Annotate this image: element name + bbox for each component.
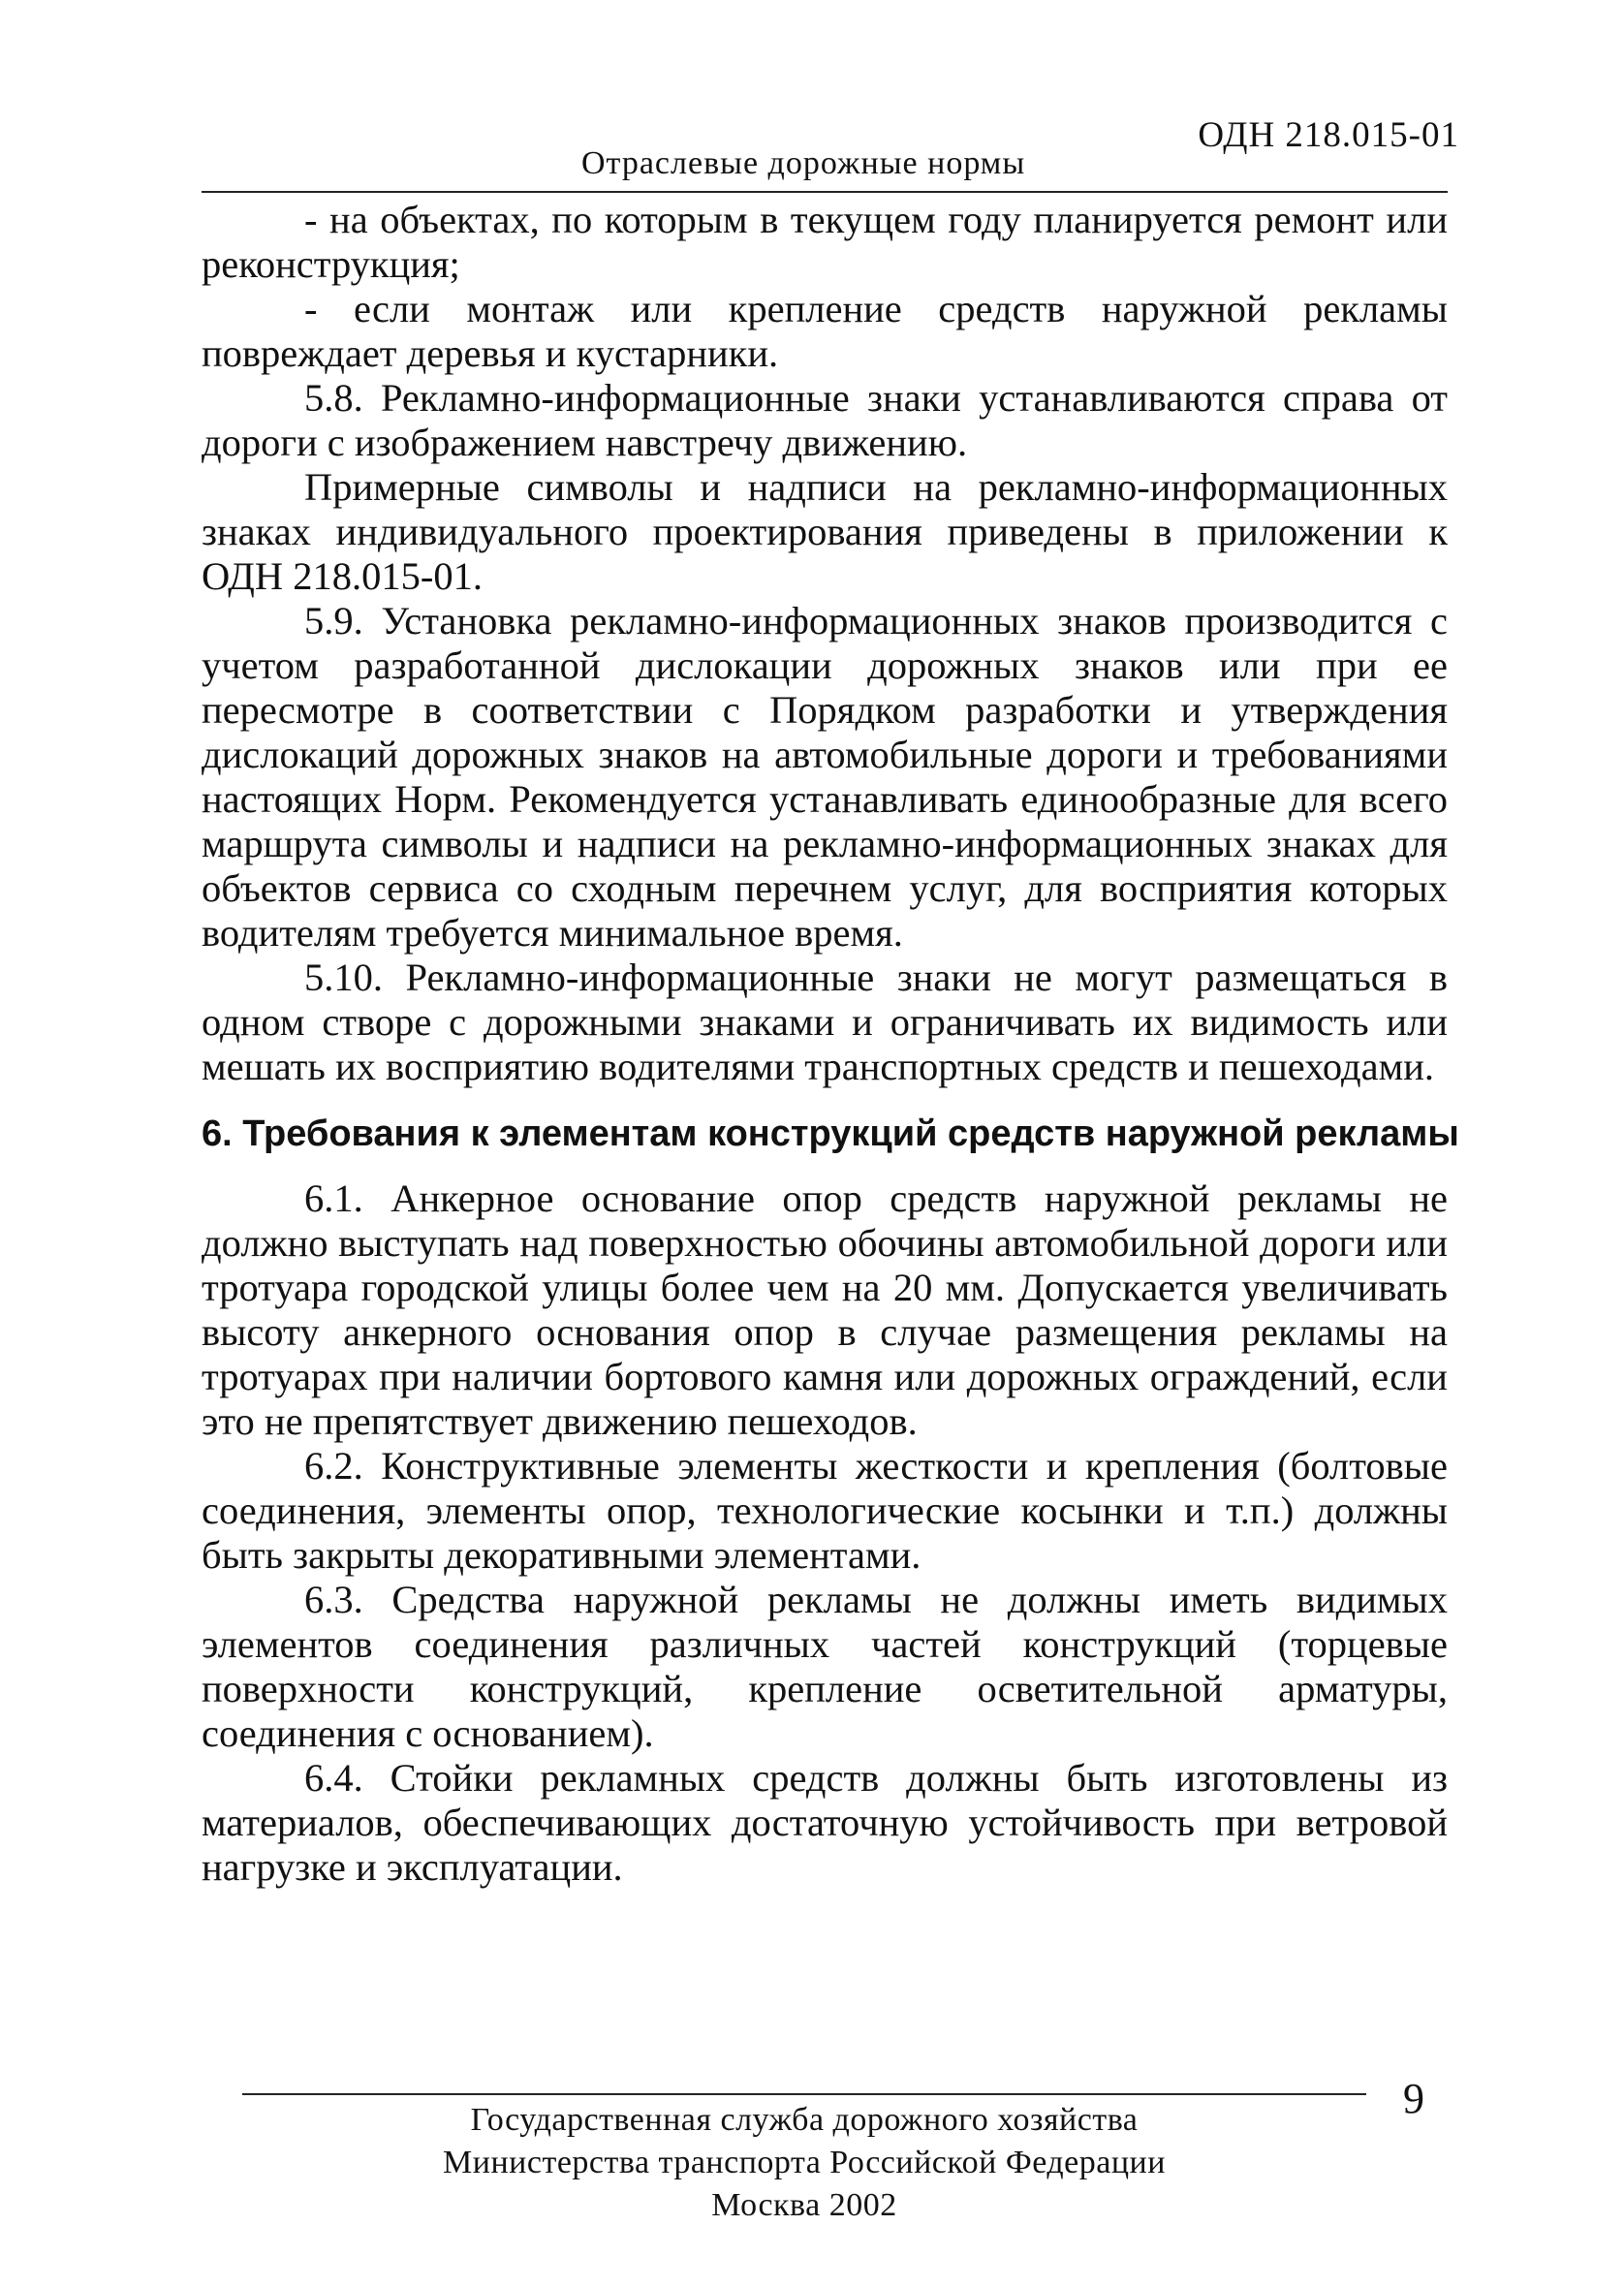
paragraph-6-4: 6.4. Стойки рекламных средств должны быть изготовлены из материалов, обеспечивающих достаточную устойчивость при ветровой нагрузке и эксплуатации. — [202, 1756, 1448, 1889]
running-header-title: Отраслевые дорожные нормы — [581, 145, 1026, 181]
paragraph-5-8: 5.8. Рекламно-информационные знаки устанавливаются справа от дороги с изображением навстречу движению. — [202, 376, 1448, 464]
footer-line-city-year: Москва 2002 — [711, 2187, 897, 2223]
paragraph-6-2: 6.2. Конструктивные элементы жесткости и крепления (болтовые соединения, элементы опор, технологические косынки и т.п.) должны быть закрыты декоративными элементами. — [202, 1444, 1448, 1577]
footer-divider — [242, 2093, 1366, 2095]
footer-line-ministry: Министерства транспорта Российской Федерации — [443, 2145, 1166, 2180]
paragraph-6-1: 6.1. Анкерное основание опор средств наружной рекламы не должно выступать над поверхностью обочины автомобильной дороги или тротуара городской улицы более чем на 20 мм. Допускается увеличивать высоту анкерного основания опор в случае размещения рекламы на тротуарах при наличии бортового камня или дорожных ограждений, если это не препятствует движению пешеходов. — [202, 1176, 1448, 1443]
paragraph-5-10: 5.10. Рекламно-информационные знаки не могут размещаться в одном створе с дорожными знаками и ограничивать их видимость или мешать их восприятию водителями транспортных средств и пешеходами. — [202, 956, 1448, 1088]
document-body — [202, 198, 1459, 1890]
paragraph-6-3: 6.3. Средства наружной рекламы не должны иметь видимых элементов соединения различных частей конструкций (торцевые поверхности конструкций, крепление осветительной арматуры, соединения с основанием). — [202, 1578, 1448, 1755]
paragraph-5-9: 5.9. Установка рекламно-информационных знаков производится с учетом разработанной дислокации дорожных знаков или при ее пересмотре в соответствии с Порядком разработки и утверждения дислокаций дорожных знаков на автомобильные дороги и требованиями настоящих Норм. Рекомендуется устанавливать единообразные для всего маршрута символы и надписи на рекламно-информационных знаках для объектов сервиса со сходным перечнем услуг, для восприятия которых водителям требуется минимальное время. — [202, 599, 1448, 955]
footer-line-agency: Государственная служба дорожного хозяйства — [470, 2102, 1139, 2138]
header-divider — [202, 191, 1448, 193]
section-heading-6: 6. Требования к элементам конструкций средств наружной рекламы — [202, 1113, 1459, 1154]
paragraph-list-item-trees: - если монтаж или крепление средств наружной рекламы повреждает деревья и кустарники. — [202, 287, 1448, 375]
paragraph-5-8-symbols: Примерные символы и надписи на рекламно-информационных знаках индивидуального проектирования приведены в приложении к ОДН 218.015-01. — [202, 465, 1448, 598]
document-code: ОДН 218.015-01 — [1198, 115, 1459, 155]
page-number: 9 — [1403, 2075, 1424, 2122]
footer-publisher — [242, 2099, 1366, 2227]
paragraph-list-item-repair: - на объектах, по которым в текущем году планируется ремонт или реконструкция; — [202, 198, 1448, 286]
